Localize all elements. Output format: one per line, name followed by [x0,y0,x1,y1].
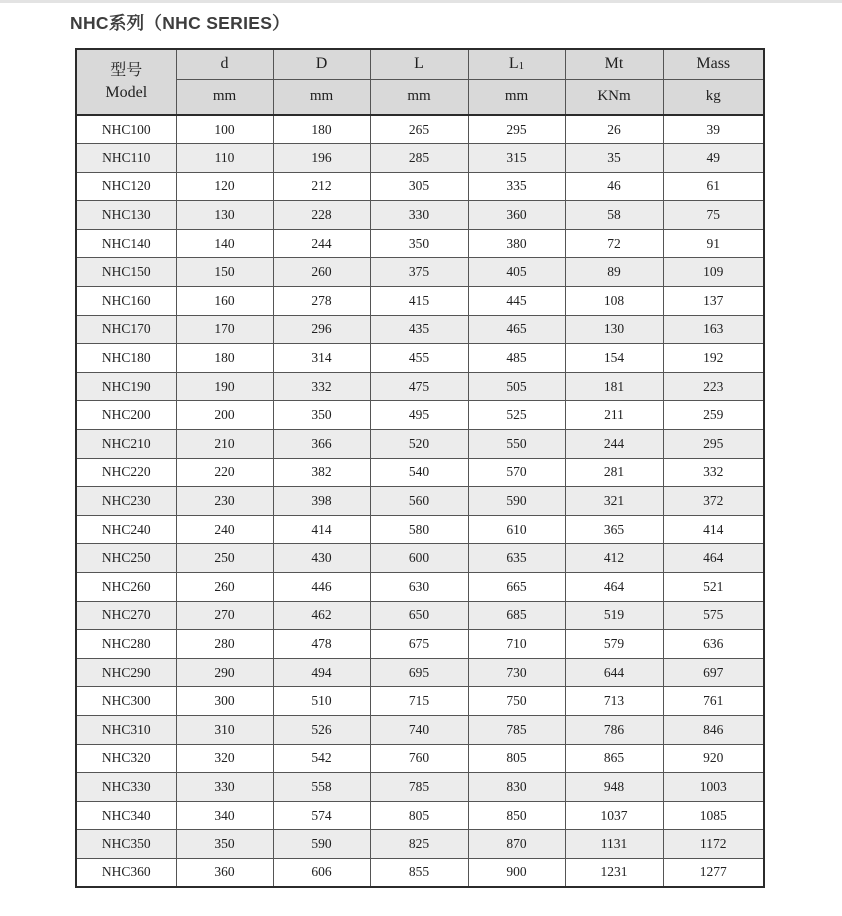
value-cell: 91 [663,229,764,258]
value-cell: 665 [468,573,565,602]
value-cell: 1037 [565,801,663,830]
value-cell: 750 [468,687,565,716]
value-cell: 494 [273,658,370,687]
value-cell: 265 [370,115,468,144]
value-cell: 137 [663,287,764,316]
table-header [76,49,764,115]
table-row [76,258,764,287]
value-cell: 365 [565,515,663,544]
value-cell: 305 [370,172,468,201]
model-cell: NHC310 [76,715,176,744]
value-cell: 430 [273,544,370,573]
table-row [76,115,764,144]
value-cell: 900 [468,858,565,887]
value-cell: 270 [176,601,273,630]
model-cell: NHC300 [76,687,176,716]
value-cell: 150 [176,258,273,287]
value-cell: 295 [468,115,565,144]
model-header-cn: 型号 [110,62,143,80]
value-cell: 685 [468,601,565,630]
value-cell: 366 [273,430,370,459]
model-cell: NHC240 [76,515,176,544]
value-cell: 580 [370,515,468,544]
model-cell: NHC150 [76,258,176,287]
value-cell: 228 [273,201,370,230]
value-cell: 46 [565,172,663,201]
value-cell: 260 [273,258,370,287]
value-cell: 295 [663,430,764,459]
value-cell: 89 [565,258,663,287]
value-cell: 163 [663,315,764,344]
page-title: NHC系列（NHC SERIES） [70,13,290,33]
value-cell: 575 [663,601,764,630]
value-cell: 260 [176,573,273,602]
value-cell: 465 [468,315,565,344]
value-cell: 350 [273,401,370,430]
value-cell: 478 [273,630,370,659]
value-cell: 290 [176,658,273,687]
col-header-mass: Mass [663,49,764,79]
model-cell: NHC270 [76,601,176,630]
value-cell: 220 [176,458,273,487]
value-cell: 398 [273,487,370,516]
table-row [76,687,764,716]
top-edge-strip [0,0,842,3]
col-unit-d: mm [176,79,273,115]
value-cell: 296 [273,315,370,344]
value-cell: 574 [273,801,370,830]
table-row [76,315,764,344]
model-cell: NHC250 [76,544,176,573]
value-cell: 550 [468,430,565,459]
value-cell: 250 [176,544,273,573]
value-cell: 590 [468,487,565,516]
value-cell: 644 [565,658,663,687]
col-header-d: D [273,49,370,79]
value-cell: 519 [565,601,663,630]
value-cell: 446 [273,573,370,602]
value-cell: 1003 [663,773,764,802]
value-cell: 785 [468,715,565,744]
value-cell: 805 [370,801,468,830]
model-cell: NHC140 [76,229,176,258]
model-cell: NHC210 [76,430,176,459]
value-cell: 110 [176,144,273,173]
value-cell: 375 [370,258,468,287]
value-cell: 710 [468,630,565,659]
value-cell: 560 [370,487,468,516]
value-cell: 830 [468,773,565,802]
model-cell: NHC320 [76,744,176,773]
model-cell: NHC360 [76,858,176,887]
col-header-model [76,49,176,115]
value-cell: 72 [565,229,663,258]
value-cell: 590 [273,830,370,859]
model-cell: NHC230 [76,487,176,516]
value-cell: 510 [273,687,370,716]
model-cell: NHC130 [76,201,176,230]
value-cell: 321 [565,487,663,516]
value-cell: 920 [663,744,764,773]
model-cell: NHC200 [76,401,176,430]
value-cell: 140 [176,229,273,258]
value-cell: 715 [370,687,468,716]
model-cell: NHC110 [76,144,176,173]
value-cell: 330 [370,201,468,230]
col-unit-mass: kg [663,79,764,115]
col-unit-d: mm [273,79,370,115]
value-cell: 525 [468,401,565,430]
model-cell: NHC170 [76,315,176,344]
value-cell: 526 [273,715,370,744]
value-cell: 846 [663,715,764,744]
value-cell: 75 [663,201,764,230]
value-cell: 415 [370,287,468,316]
table-row [76,201,764,230]
table-row [76,487,764,516]
value-cell: 181 [565,372,663,401]
value-cell: 240 [176,515,273,544]
table-row [76,630,764,659]
value-cell: 650 [370,601,468,630]
model-cell: NHC120 [76,172,176,201]
value-cell: 335 [468,172,565,201]
value-cell: 636 [663,630,764,659]
value-cell: 870 [468,830,565,859]
value-cell: 39 [663,115,764,144]
value-cell: 1085 [663,801,764,830]
value-cell: 786 [565,715,663,744]
value-cell: 382 [273,458,370,487]
value-cell: 180 [176,344,273,373]
value-cell: 610 [468,515,565,544]
value-cell: 948 [565,773,663,802]
value-cell: 695 [370,658,468,687]
table-row [76,172,764,201]
value-cell: 855 [370,858,468,887]
model-cell: NHC180 [76,344,176,373]
value-cell: 212 [273,172,370,201]
value-cell: 314 [273,344,370,373]
value-cell: 542 [273,744,370,773]
value-cell: 210 [176,430,273,459]
value-cell: 310 [176,715,273,744]
value-cell: 697 [663,658,764,687]
value-cell: 495 [370,401,468,430]
value-cell: 61 [663,172,764,201]
model-cell: NHC280 [76,630,176,659]
value-cell: 300 [176,687,273,716]
value-cell: 196 [273,144,370,173]
col-unit-mt: KNm [565,79,663,115]
value-cell: 520 [370,430,468,459]
value-cell: 462 [273,601,370,630]
model-cell: NHC330 [76,773,176,802]
table-row [76,601,764,630]
model-cell: NHC290 [76,658,176,687]
value-cell: 35 [565,144,663,173]
value-cell: 100 [176,115,273,144]
value-cell: 600 [370,544,468,573]
value-cell: 412 [565,544,663,573]
table-row [76,430,764,459]
table-row [76,144,764,173]
table-row [76,573,764,602]
model-cell: NHC340 [76,801,176,830]
value-cell: 570 [468,458,565,487]
value-cell: 109 [663,258,764,287]
table-row [76,715,764,744]
spec-table [75,48,765,888]
table-row [76,744,764,773]
value-cell: 170 [176,315,273,344]
value-cell: 606 [273,858,370,887]
value-cell: 464 [565,573,663,602]
table-row [76,458,764,487]
value-cell: 1231 [565,858,663,887]
value-cell: 865 [565,744,663,773]
value-cell: 713 [565,687,663,716]
value-cell: 414 [663,515,764,544]
value-cell: 58 [565,201,663,230]
value-cell: 259 [663,401,764,430]
value-cell: 340 [176,801,273,830]
value-cell: 190 [176,372,273,401]
value-cell: 332 [663,458,764,487]
value-cell: 505 [468,372,565,401]
value-cell: 825 [370,830,468,859]
value-cell: 285 [370,144,468,173]
header-label-row [76,49,764,79]
value-cell: 730 [468,658,565,687]
model-cell: NHC220 [76,458,176,487]
model-cell: NHC350 [76,830,176,859]
value-cell: 360 [468,201,565,230]
value-cell: 455 [370,344,468,373]
table-row [76,401,764,430]
header-unit-row [76,79,764,115]
table-row [76,544,764,573]
value-cell: 350 [370,229,468,258]
value-cell: 579 [565,630,663,659]
value-cell: 1131 [565,830,663,859]
model-cell: NHC190 [76,372,176,401]
value-cell: 485 [468,344,565,373]
model-cell: NHC160 [76,287,176,316]
col-header-l: L [370,49,468,79]
value-cell: 192 [663,344,764,373]
table-row [76,830,764,859]
value-cell: 405 [468,258,565,287]
col-header-l1: $L_1$ [468,49,565,79]
value-cell: 1172 [663,830,764,859]
value-cell: 320 [176,744,273,773]
col-header-mt: Mt [565,49,663,79]
value-cell: 850 [468,801,565,830]
value-cell: 1277 [663,858,764,887]
value-cell: 760 [370,744,468,773]
value-cell: 26 [565,115,663,144]
value-cell: 281 [565,458,663,487]
value-cell: 414 [273,515,370,544]
value-cell: 330 [176,773,273,802]
value-cell: 211 [565,401,663,430]
value-cell: 230 [176,487,273,516]
value-cell: 244 [565,430,663,459]
value-cell: 130 [565,315,663,344]
value-cell: 108 [565,287,663,316]
table-row [76,229,764,258]
value-cell: 332 [273,372,370,401]
table-row [76,658,764,687]
value-cell: 521 [663,573,764,602]
table-row [76,287,764,316]
table-row [76,515,764,544]
value-cell: 740 [370,715,468,744]
value-cell: 154 [565,344,663,373]
value-cell: 761 [663,687,764,716]
value-cell: 360 [176,858,273,887]
col-header-d: d [176,49,273,79]
value-cell: 785 [370,773,468,802]
value-cell: 675 [370,630,468,659]
value-cell: 223 [663,372,764,401]
value-cell: 120 [176,172,273,201]
value-cell: 372 [663,487,764,516]
value-cell: 435 [370,315,468,344]
value-cell: 49 [663,144,764,173]
value-cell: 464 [663,544,764,573]
value-cell: 630 [370,573,468,602]
table-row [76,801,764,830]
model-cell: NHC260 [76,573,176,602]
table-body [76,115,764,887]
table-row [76,858,764,887]
value-cell: 315 [468,144,565,173]
col-unit-l: mm [370,79,468,115]
value-cell: 180 [273,115,370,144]
col-unit-l1: mm [468,79,565,115]
value-cell: 558 [273,773,370,802]
value-cell: 278 [273,287,370,316]
value-cell: 200 [176,401,273,430]
value-cell: 160 [176,287,273,316]
value-cell: 445 [468,287,565,316]
table-row [76,372,764,401]
model-cell: NHC100 [76,115,176,144]
value-cell: 130 [176,201,273,230]
value-cell: 805 [468,744,565,773]
table-row [76,773,764,802]
value-cell: 475 [370,372,468,401]
value-cell: 244 [273,229,370,258]
table-row [76,344,764,373]
value-cell: 540 [370,458,468,487]
value-cell: 350 [176,830,273,859]
model-header-en: Model [105,84,148,101]
value-cell: 280 [176,630,273,659]
value-cell: 380 [468,229,565,258]
value-cell: 635 [468,544,565,573]
